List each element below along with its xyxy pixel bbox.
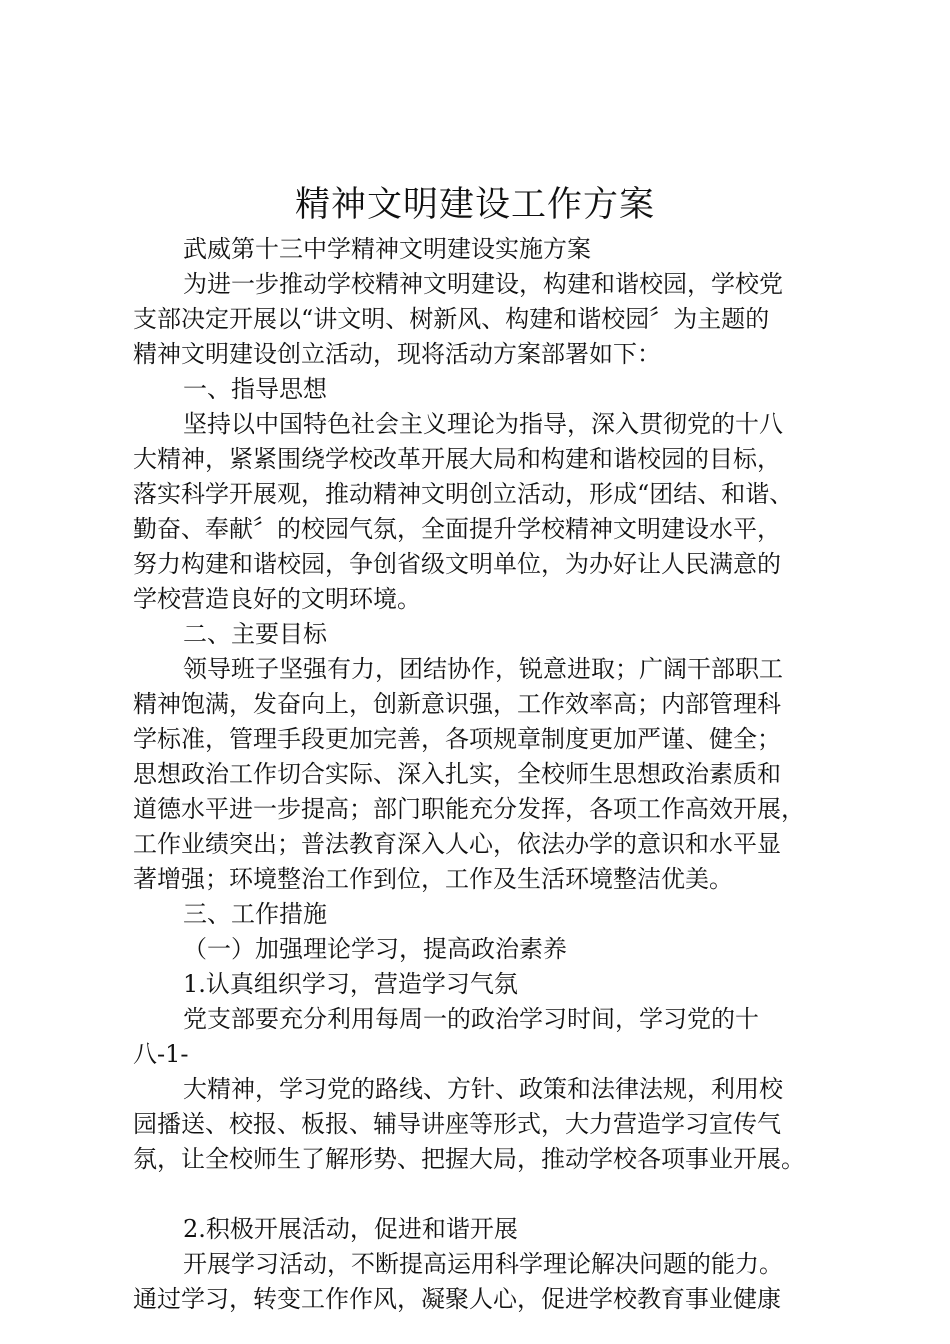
- paragraph-line: 勤奋、奉献〞的校园气氛，全面提升学校精神文明建设水平，: [133, 515, 781, 543]
- paragraph-line: 通过学习，转变工作作风，凝聚人心，促进学校教育事业健康: [133, 1285, 781, 1313]
- paragraph-line: 著增强；环境整治工作到位，工作及生活环境整洁优美。: [133, 865, 733, 893]
- section-heading: 三、工作措施: [183, 900, 327, 928]
- paragraph-line: 支部决定开展以“讲文明、树新风、构建和谐校园〞为主题的: [133, 305, 770, 333]
- document-title: 精神文明建设工作方案: [294, 185, 655, 225]
- paragraph-line: 领导班子坚强有力，团结协作，锐意进取；广阔干部职工: [183, 655, 783, 683]
- paragraph-line: 党支部要充分利用每周一的政治学习时间，学习党的十: [183, 1005, 759, 1033]
- paragraph-line: 园播送、校报、板报、辅导讲座等形式，大力营造学习宣传气: [133, 1110, 781, 1138]
- item-heading: 2.积极开展活动，促进和谐开展: [183, 1215, 518, 1243]
- paragraph-line: 道德水平进一步提高；部门职能充分发挥，各项工作高效开展，: [133, 795, 805, 823]
- paragraph-line: 大精神，学习党的路线、方针、政策和法律法规，利用校: [183, 1075, 783, 1103]
- paragraph-line: 学校营造良好的文明环境。: [133, 585, 421, 613]
- section-heading: 二、主要目标: [183, 620, 327, 648]
- paragraph-line: 努力构建和谐校园，争创省级文明单位，为办好让人民满意的: [133, 550, 781, 578]
- paragraph-line: 大精神，紧紧围绕学校改革开展大局和构建和谐校园的目标，: [133, 445, 781, 473]
- blank-line: [133, 1177, 833, 1212]
- item-heading: 1.认真组织学习，营造学习气氛: [183, 970, 518, 998]
- document-body: [133, 232, 833, 1317]
- subtitle-line: 武威第十三中学精神文明建设实施方案: [183, 235, 591, 263]
- paragraph-line: 工作业绩突出；普法教育深入人心，依法办学的意识和水平显: [133, 830, 781, 858]
- paragraph-line: 落实科学开展观，推动精神文明创立活动，形成“团结、和谐、: [133, 480, 794, 508]
- paragraph-line: 开展学习活动，不断提高运用科学理论解决问题的能力。: [183, 1250, 783, 1278]
- paragraph-line: 精神饱满，发奋向上，创新意识强，工作效率高；内部管理科: [133, 690, 781, 718]
- paragraph-line: 精神文明建设创立活动，现将活动方案部署如下：: [133, 340, 661, 368]
- page-break-line: 八-1-: [133, 1040, 189, 1068]
- paragraph-line: 氛，让全校师生了解形势、把握大局，推动学校各项事业开展。: [133, 1145, 805, 1173]
- section-heading: 一、指导思想: [183, 375, 327, 403]
- paragraph-line: 思想政治工作切合实际、深入扎实，全校师生思想政治素质和: [133, 760, 781, 788]
- subsection-heading: （一）加强理论学习，提高政治素养: [183, 935, 567, 963]
- paragraph-line: 坚持以中国特色社会主义理论为指导，深入贯彻党的十八: [183, 410, 783, 438]
- paragraph-line: 学标准，管理手段更加完善，各项规章制度更加严谨、健全；: [133, 725, 781, 753]
- paragraph-line: 为进一步推动学校精神文明建设，构建和谐校园，学校党: [183, 270, 783, 298]
